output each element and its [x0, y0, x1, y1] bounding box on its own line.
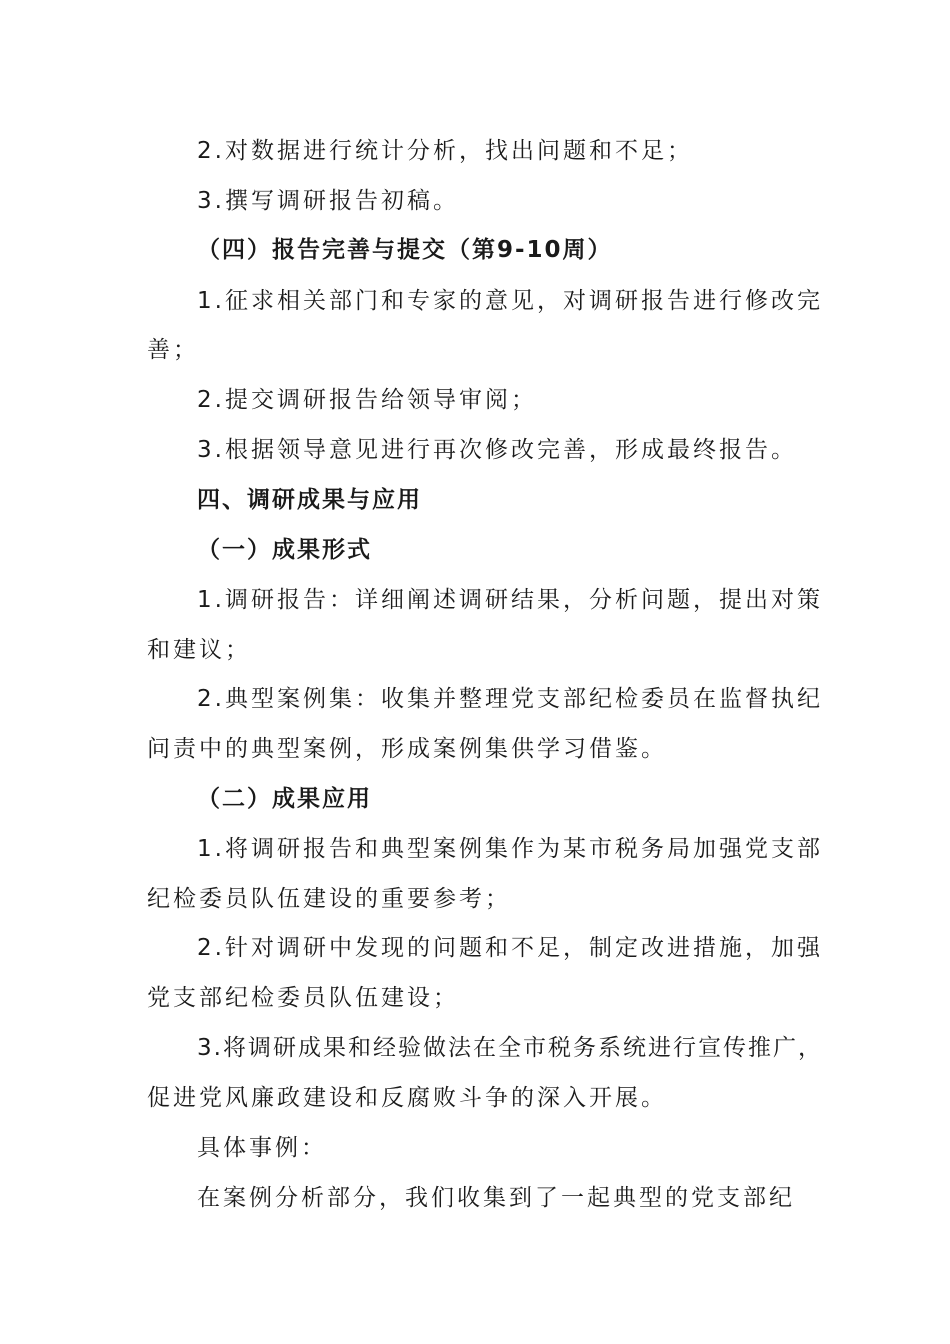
- text-line: 问责中的典型案例，形成案例集供学习借鉴。: [147, 736, 667, 762]
- text-line: 2.典型案例集：收集并整理党支部纪检委员在监督执纪: [197, 686, 823, 712]
- text-line: 1.将调研报告和典型案例集作为某市税务局加强党支部: [197, 836, 823, 862]
- text-line: 促进党风廉政建设和反腐败斗争的深入开展。: [147, 1085, 667, 1111]
- text-line: 3.将调研成果和经验做法在全市税务系统进行宣传推广，: [197, 1035, 823, 1061]
- section-heading: （一）成果形式: [197, 537, 372, 563]
- section-heading: （四）报告完善与提交（第9-10周）: [197, 237, 613, 263]
- text-line: 党支部纪检委员队伍建设；: [147, 985, 459, 1011]
- section-heading: （二）成果应用: [197, 786, 372, 812]
- text-line: 2.针对调研中发现的问题和不足，制定改进措施，加强: [197, 935, 823, 961]
- text-line: 2.提交调研报告给领导审阅；: [197, 387, 537, 413]
- text-line: 1.调研报告：详细阐述调研结果，分析问题，提出对策: [197, 587, 823, 613]
- text-line: 和建议；: [147, 637, 251, 663]
- text-line: 善；: [147, 337, 199, 363]
- text-line: 纪检委员队伍建设的重要参考；: [147, 886, 511, 912]
- text-line: 3.根据领导意见进行再次修改完善，形成最终报告。: [197, 437, 797, 463]
- text-line: 在案例分析部分，我们收集到了一起典型的党支部纪: [197, 1185, 795, 1211]
- text-line: 具体事例：: [197, 1135, 327, 1161]
- text-line: 3.撰写调研报告初稿。: [197, 188, 459, 214]
- chapter-heading: 四、调研成果与应用: [197, 487, 422, 513]
- text-line: 2.对数据进行统计分析，找出问题和不足；: [197, 138, 693, 164]
- text-line: 1.征求相关部门和专家的意见，对调研报告进行修改完: [197, 288, 823, 314]
